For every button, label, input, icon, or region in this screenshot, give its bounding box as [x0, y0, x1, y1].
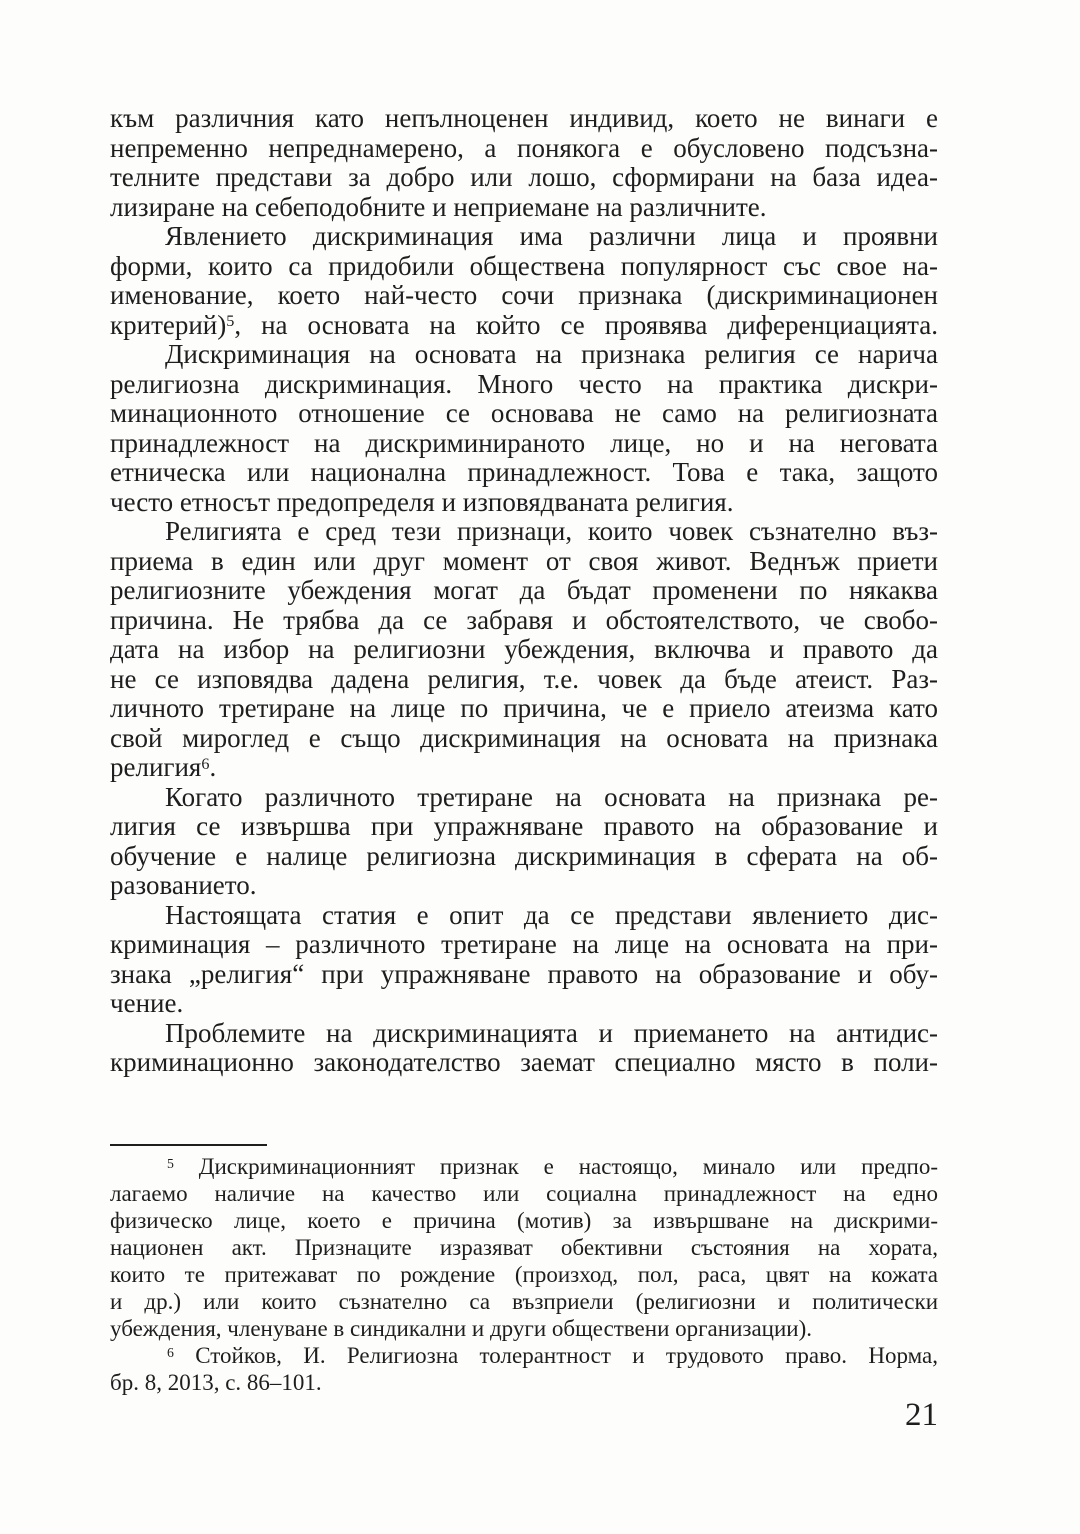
- footnote-separator: [110, 1144, 267, 1146]
- text-line: причина. Не трябва да се забравя и обстоятелството, че свобо-: [110, 604, 938, 635]
- text-line: криминационно законодателство заемат специално място в поли-: [110, 1047, 938, 1077]
- text-line: критерий)$^5$, на основата на който се проявява диференциацията.: [110, 309, 938, 340]
- text-line: религиозна дискриминация. Много често на практика дискри-: [110, 368, 938, 399]
- text-line: които те притежават по рождение (произход, пол, раса, цвят на кожата: [110, 1262, 938, 1287]
- text-line: Когато различното третиране на основата на признака ре-: [165, 781, 938, 812]
- text-line: принадлежност на дискриминираното лице, но и на неговата: [110, 427, 938, 458]
- text-line: чение.: [110, 988, 184, 1018]
- text-line: бр. 8, 2013, с. 86–101.: [110, 1370, 322, 1395]
- text-line: лигия се извършва при упражняване правото на образование и: [110, 811, 938, 841]
- text-line: лагаемо наличие на качество или социална принадлежност на едно: [110, 1181, 938, 1206]
- footnotes: [110, 1153, 938, 1396]
- text-line: лизиране на себеподобните и неприемане на различните.: [110, 191, 767, 222]
- text-line: Религията е сред тези признаци, които човек съзнателно въз-: [165, 516, 938, 546]
- text-line: $^6$ Стойков, И. Религиозна толерантност и трудовото право. Норма,: [167, 1343, 938, 1368]
- text-line: не се изповядва дадена религия, т.е. човек да бъде атеист. Раз-: [110, 663, 938, 694]
- text-line: обучение е налице религиозна дискриминация в сферата на об-: [110, 840, 938, 871]
- text-line: към различния като непълноценен индивид, което не винаги е: [110, 103, 938, 133]
- footnote-ref: 5: [226, 312, 235, 331]
- text-line: дата на избор на религиозни убеждения, включва и правото да: [110, 634, 938, 664]
- text-line: и др.) или които съзнателно са възприели (религиозни и политически: [110, 1289, 938, 1314]
- body-text: [110, 104, 938, 1078]
- text-line: именование, което най-често сочи признака (дискриминационен: [110, 280, 938, 310]
- page-number: 21: [905, 1397, 938, 1433]
- text-line: свой мироглед е също дискриминация на основата на признака: [110, 722, 938, 753]
- text-line: национен акт. Признаците изразяват обективни състояния на хората,: [110, 1235, 938, 1260]
- text-line: непременно непреднамерено, а понякога е обусловено подсъзна-: [110, 132, 938, 163]
- text-line: криминация – различното третиране на лице на основата на при-: [110, 929, 938, 959]
- text-line: форми, които са придобили обществена популярност със свое на-: [110, 250, 938, 281]
- text-line: етническа или национална принадлежност. Това е така, защото: [110, 457, 938, 487]
- text-line: религия$^6$.: [110, 752, 217, 782]
- text-line: Дискриминация на основата на признака религия се нарича: [165, 339, 938, 369]
- text-line: физическо лице, което е причина (мотив) за извършване на дискрими-: [110, 1208, 938, 1233]
- text-line: минационното отношение се основава не само на религиозната: [110, 398, 938, 428]
- text-line: $^5$ Дискриминационният признак е настоящо, минало или предпо-: [167, 1154, 938, 1179]
- text-line: убеждения, членуване в синдикални и други обществени организации).: [110, 1316, 813, 1341]
- text-line: телните представи за добро или лошо, сформирани на база идеа-: [110, 162, 938, 192]
- text-line: религиозните убеждения могат да бъдат променени по някаква: [110, 575, 938, 605]
- footnote-ref: 6: [201, 754, 210, 773]
- text-line: приема в един или друг момент от своя живот. Веднъж приети: [110, 545, 938, 576]
- footnote-ref: 5: [167, 1155, 174, 1171]
- text-line: Явлението дискриминация има различни лица и проявни: [165, 221, 938, 251]
- footnote-ref: 6: [167, 1344, 174, 1360]
- text-line: знака „религия“ при упражняване правото на образование и обу-: [110, 958, 938, 989]
- text-line: разованието.: [110, 870, 257, 900]
- text-line: често етносът предопределя и изповядваната религия.: [110, 486, 734, 517]
- text-line: Проблемите на дискриминацията и приемането на антидис-: [165, 1017, 938, 1048]
- text-line: Настоящата статия е опит да се представи явлението дис-: [165, 899, 938, 930]
- text-line: личното третиране на лице по причина, че е приело атеизма като: [110, 693, 938, 723]
